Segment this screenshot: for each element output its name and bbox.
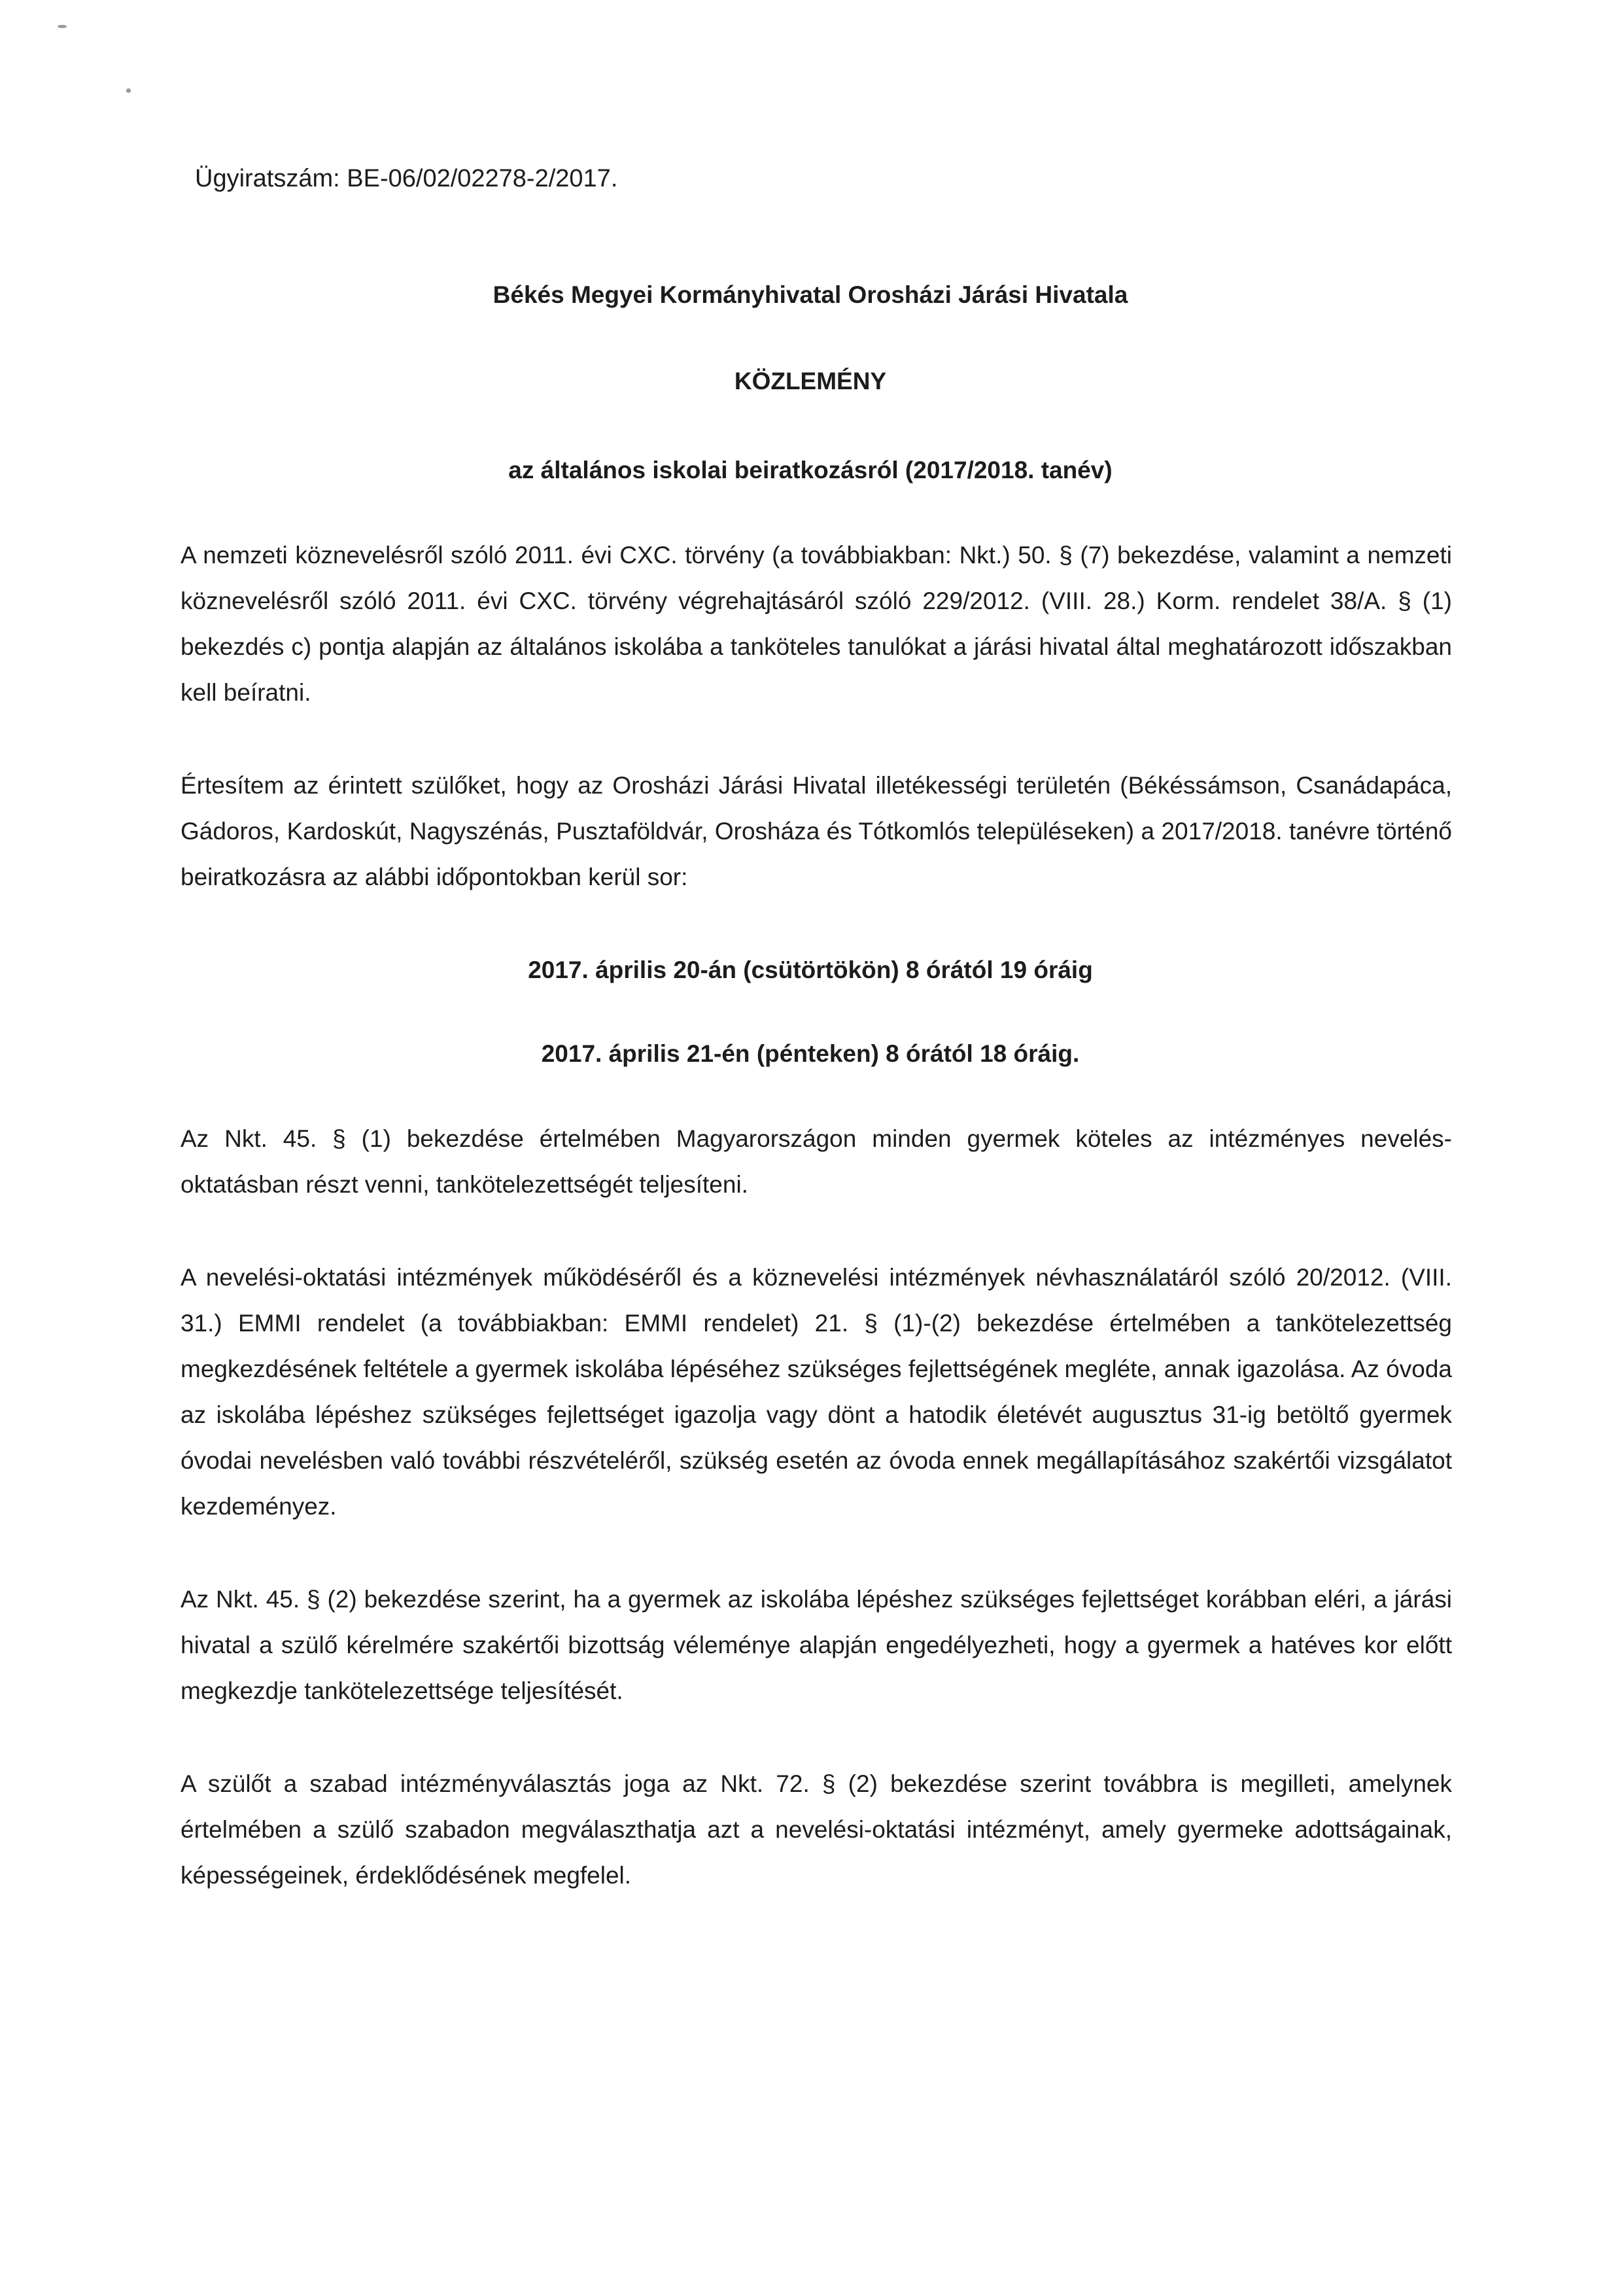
issuing-authority: Békés Megyei Kormányhivatal Orosházi Járási Hivatala [492, 281, 1128, 308]
case-number: Ügyiratszám: BE-06/02/02278-2/2017. [195, 165, 618, 192]
paragraph-notice: Értesítem az érintett szülőket, hogy az Orosházi Járási Hivatal illetékességi területén (Békéssámson, Csanádapáca, Gádoros, Kardoskút, Nagyszénás, Pusztaföldvár, Orosháza és Tótkomlós településeken) a 2017/2018. tanévre történő beiratkozásra az alábbi időpontokban kerül sor: [181, 772, 1452, 890]
document-body [169, 156, 1452, 1946]
paragraph-emmi-decree: A nevelési-oktatási intézmények működéséről és a köznevelési intézmények névhasználatáról szóló 20/2012. (VIII. 31.) EMMI rendelet (a továbbiakban: EMMI rendelet) 21. § (1)-(2) bekezdése értelmében a tankötelezettség megkezdésének feltétele a gyermek iskolába lépéséhez szükséges fejlettségének megléte, annak igazolása. Az óvoda az iskolába lépéshez szükséges fejlettséget igazolja vagy dönt a hatodik életévét augusztus 31-ig betöltő gyermek óvodai nevelésben való további részvételéről, szükség esetén az óvoda ennek megállapításához szakértői vizsgálatot kezdeményez. [181, 1264, 1452, 1520]
paragraph-compulsory-education: Az Nkt. 45. § (1) bekezdése értelmében Magyarországon minden gyermek köteles az intézményes nevelés-oktatásban részt venni, tankötelezettségét teljesíteni. [181, 1125, 1452, 1198]
paragraph-school-choice: A szülőt a szabad intézményválasztás joga az Nkt. 72. § (2) bekezdése szerint továbbra is megilleti, amelynek értelmében a szülő szabadon megválaszthatja azt a nevelési-oktatási intézményt, amely gyermeke adottságainak, képességeinek, érdeklődésének megfelel. [181, 1770, 1452, 1889]
document-title: KÖZLEMÉNY [734, 368, 887, 394]
scan-speck [126, 88, 131, 93]
enrollment-dates [169, 947, 1452, 1077]
scan-speck [58, 25, 67, 28]
paragraph-legal-basis: A nemzeti köznevelésről szóló 2011. évi CXC. törvény (a továbbiakban: Nkt.) 50. § (7) bekezdése, valamint a nemzeti köznevelésről szóló 2011. évi CXC. törvény végrehajtásáról szóló 229/2012. (VIII. 28.) Korm. rendelet 38/A. § (1) bekezdés c) pontja alapján az általános iskolába a tanköteles tanulókat a járási hivatal által meghatározott időszakban kell beíratni. [181, 542, 1452, 706]
enrollment-date-1: 2017. április 20-án (csütörtökön) 8 órától 19 óráig [528, 956, 1093, 983]
enrollment-date-2: 2017. április 21-én (pénteken) 8 órától 18 óráig. [541, 1040, 1080, 1067]
paragraph-early-start: Az Nkt. 45. § (2) bekezdése szerint, ha a gyermek az iskolába lépéshez szükséges fejlettséget korábban eléri, a járási hivatal a szülő kérelmére szakértői bizottság véleménye alapján engedélyezheti, hogy a gyermek a hatéves kor előtt megkezdje tankötelezettsége teljesítését. [181, 1586, 1452, 1704]
document-subtitle: az általános iskolai beiratkozásról (2017/2018. tanév) [508, 457, 1113, 483]
